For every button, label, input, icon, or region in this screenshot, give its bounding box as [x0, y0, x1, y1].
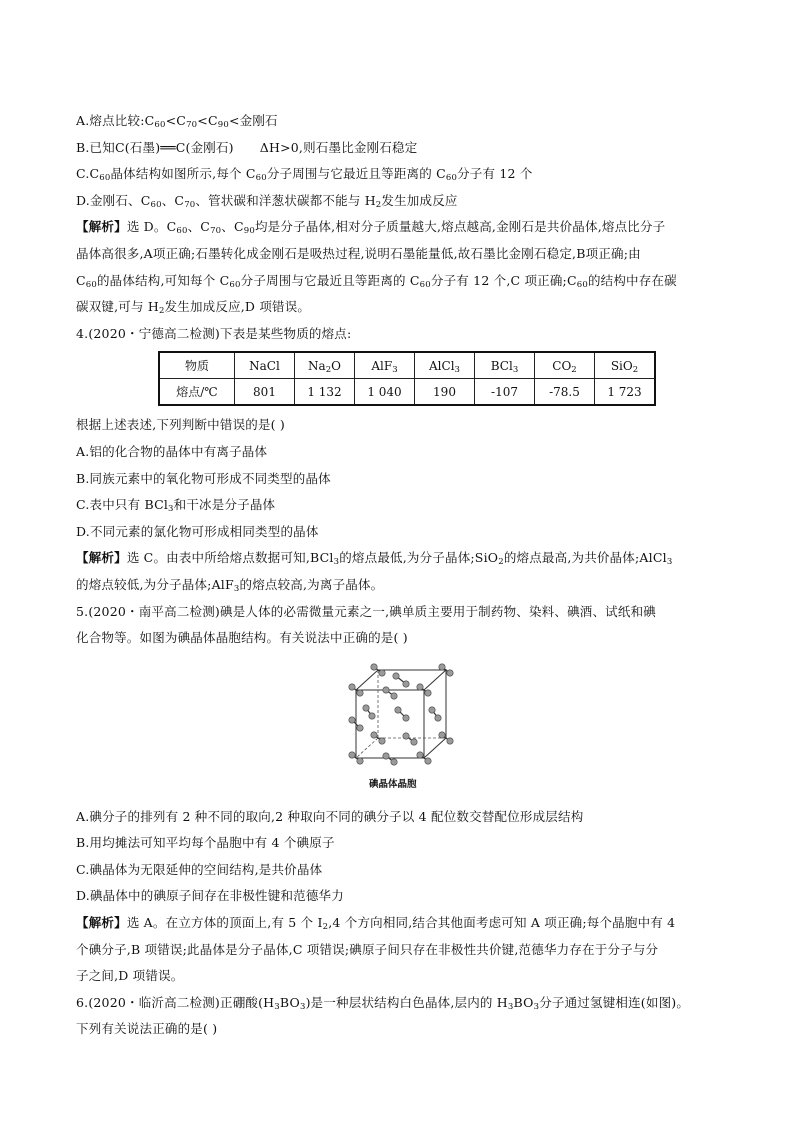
q4-ask: 根据上述表述,下列判断中错误的是( ): [76, 417, 286, 433]
table-cell: -107: [475, 379, 535, 406]
document-page: [76, 108, 732, 1043]
table-cell: $Na_2O$: [295, 352, 355, 379]
table-cell: 1 723: [595, 379, 656, 406]
q6-stem-line-2: 下列有关说法正确的是( ): [76, 1021, 218, 1037]
iodine-crystal-figure: [76, 656, 732, 804]
q3-option-d: D.金刚石、$C_{60}$、$C_{70}$、管状碳和洋葱状碳都不能与 $H_2$发生加成反应: [76, 192, 458, 210]
q5-option-c: C.碘晶体为无限延伸的空间结构,是共价晶体: [76, 861, 323, 877]
q3-option-a: A.熔点比较$:C_{60}<C_{70}<C_{90}<$金刚石: [76, 113, 278, 130]
analysis-tag: 【解析】: [76, 550, 127, 566]
table-row: [159, 379, 655, 406]
q5-option-b: B.用均摊法可知平均每个晶胞中有 4 个碘原子: [76, 835, 335, 851]
q4-analysis-line-2: 的熔点较低,为分子晶体;AlF$_3$的熔点较高,为离子晶体。: [76, 576, 384, 594]
q5-stem-line-1: 5.(2020・南平高二检测)碘是人体的必需微量元素之一,碘单质主要用于制药物、染料、碘酒、试纸和碘: [76, 603, 656, 619]
q5-analysis-line-2: 个碘分子,B 项错误;此晶体是分子晶体,C 项错误;碘原子间只存在非极性共价键,范德华力存在于分子与分: [76, 941, 659, 957]
table-cell: $CO_2$: [535, 352, 595, 379]
melting-point-table: [158, 351, 656, 406]
cube-front-face: [356, 690, 424, 758]
table-cell: -78.5: [535, 379, 595, 406]
q3-option-c: $C.C_{60}$晶体结构如图所示,每个 $C_{60}$分子周围与它最近且等距离的 $C_{60}$分子有 12 个: [76, 166, 533, 184]
analysis-tag: 【解析】: [76, 915, 127, 931]
table-cell: 1 132: [295, 379, 355, 406]
q3-analysis-line-2: 晶体高很多,A项正确;石墨转化成金刚石是吸热过程,说明石墨能量低,故石墨比金刚石稳定,B项正确;由: [76, 245, 641, 261]
q5-option-d: D.碘晶体中的碘原子间存在非极性键和范德华力: [76, 888, 344, 904]
q3-analysis-line-4: 碳双键,可与 $H_2$发生加成反应,D 项错误。: [76, 299, 311, 317]
q4-analysis-line-1: 【解析】选 C。由表中所给熔点数据可知,BCl$_3$的熔点最低,为分子晶体;SiO$_2$的熔点最高,为共价晶体;AlCl$_3$: [76, 550, 673, 568]
q6-stem-line-1: 6.(2020・临沂高二检测)正硼酸$(H_3BO_3)$是一种层状结构白色晶体,层内的 $H_3BO_3$分子通过氢键相连(如图)。: [76, 994, 690, 1012]
q3-analysis-line-1: 【解析】选 D。$C_{60}$、$C_{70}$、$C_{90}$均是分子晶体,相对分子质量越大,熔点越高,金刚石是共价晶体,熔点比分子: [76, 219, 666, 237]
q4-option-a: A.铝的化合物的晶体中有离子晶体: [76, 443, 268, 459]
q5-stem-line-2: 化合物等。如图为碘晶体晶胞结构。有关说法中正确的是( ): [76, 630, 408, 646]
iodine-unit-cell-diagram: [346, 658, 456, 776]
figure-caption: 碘晶体晶胞: [369, 778, 417, 790]
table-header-cell: 物质: [159, 352, 235, 379]
table-cell: NaCl: [235, 352, 295, 379]
table-cell: 1 040: [355, 379, 415, 406]
q4-option-b: B.同族元素中的氧化物可形成不同类型的晶体: [76, 470, 331, 486]
q3-analysis-line-3: $C_{60}$的晶体结构,可知每个 $C_{60}$分子周围与它最近且等距离的 $C_{60}$分子有 12 个,C 项正确$;C_{60}$的结构中存在碳: [76, 272, 677, 290]
analysis-tag: 【解析】: [76, 219, 127, 235]
table-cell: 190: [415, 379, 475, 406]
table-cell: 801: [235, 379, 295, 406]
q4-stem: 4.(2020・宁德高二检测)下表是某些物质的熔点:: [76, 325, 352, 341]
q4-option-c: C.表中只有 BCl$_3$和干冰是分子晶体: [76, 497, 276, 515]
table-cell: AlF$_3$: [355, 352, 415, 379]
table-cell: SiO$_2$: [595, 352, 656, 379]
q5-option-a: A.碘分子的排列有 2 种不同的取向,2 种取向不同的碘分子以 4 配位数交替配位形成层结构: [76, 808, 584, 824]
table-cell: BCl$_3$: [475, 352, 535, 379]
table-cell: AlCl$_3$: [415, 352, 475, 379]
q5-analysis-line-3: 子之间,D 项错误。: [76, 968, 184, 984]
table-row: [159, 352, 655, 379]
q4-option-d: D.不同元素的氯化物可形成相同类型的晶体: [76, 523, 319, 539]
table-header-cell: 熔点/℃: [159, 379, 235, 406]
q5-analysis-line-1: 【解析】选 A。在立方体的顶面上,有 5 个 $I_2,4$ 个方向相同,结合其他面考虑可知 A 项正确;每个晶胞中有 4: [76, 915, 676, 933]
q3-option-b: B.已知C(石墨)══C(金刚石) ΔH>0,则石墨比金刚石稳定: [76, 139, 418, 155]
